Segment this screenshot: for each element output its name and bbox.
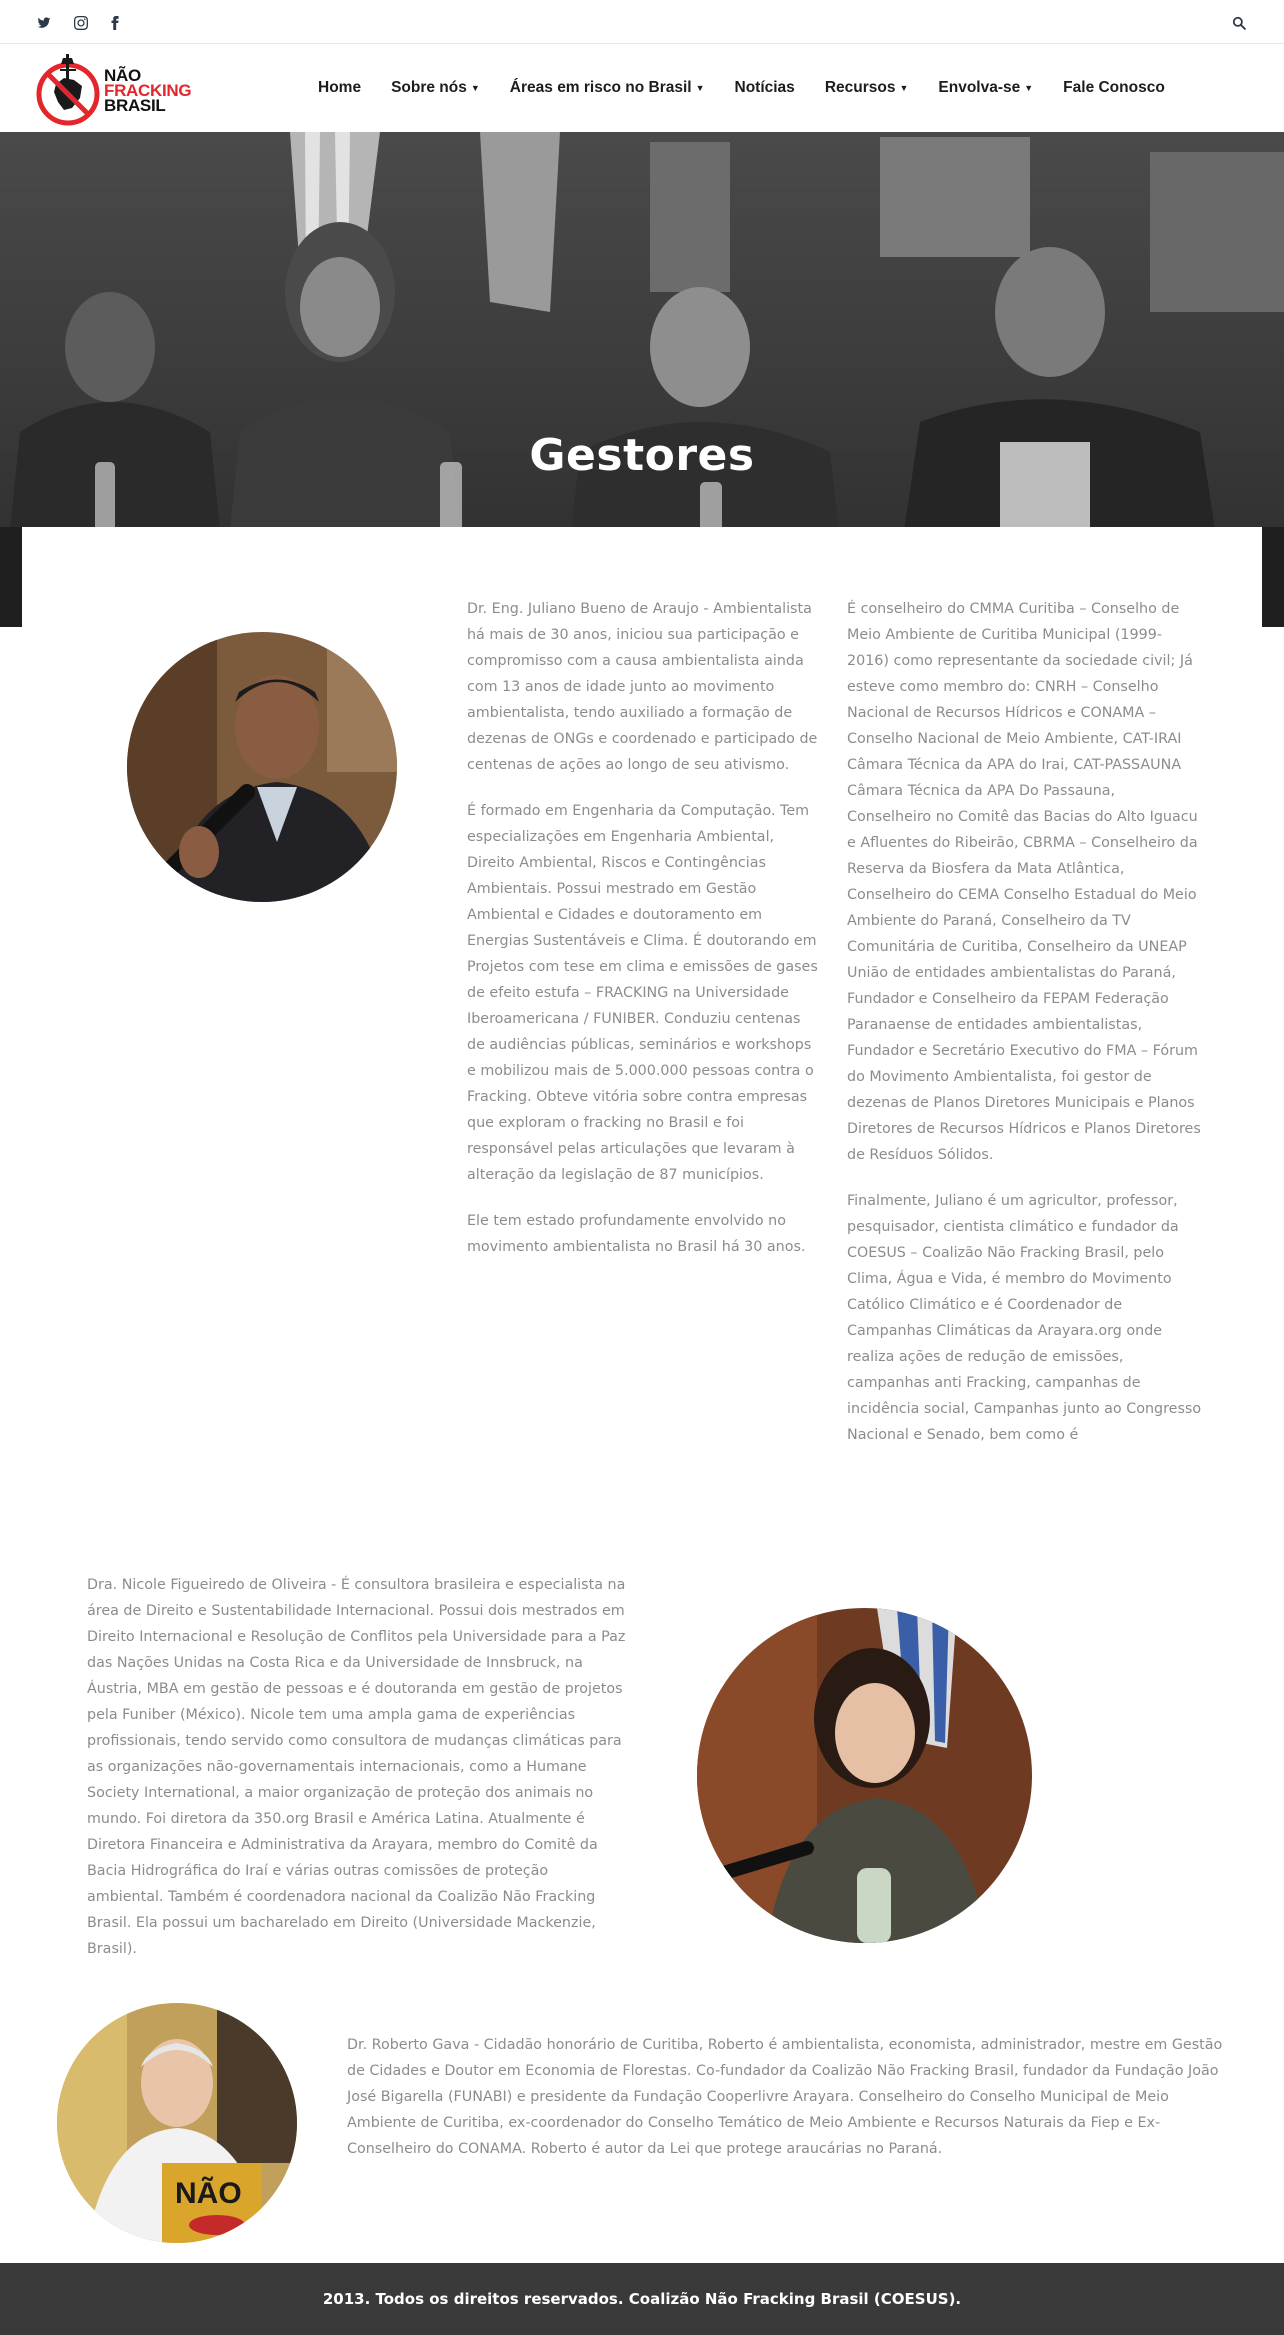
bio-paragraph: É formado em Engenharia da Computação. Tem especializações em Engenharia Ambiental, Direito Ambiental, Riscos e Contingências Ambientais. Possui mestrado em Gestão Ambiental e Cidades e doutoramento em Energias Sustentáveis e Clima. É doutorando em Projetos com tese em clima e emissões de gases de efeito estufa – FRACKING na Universidade Iberoamericana / FUNIBER. Conduziu centenas de audiências públicas, seminários e workshops e mobilizou mais de 5.000.000 pessoas contra o Fracking. Obteve vitória sobre contra empresas que exploram o fracking no Brasil e foi responsável pelas articulações que levaram à alteração da legislação de 87 municípios. (467, 803, 818, 1183)
facebook-icon[interactable] (104, 12, 126, 34)
sign-text: NÃO (175, 2177, 242, 2210)
chevron-down-icon: ▼ (470, 83, 480, 93)
nav-item-noticias[interactable]: Notícias (734, 79, 795, 96)
site-header (0, 44, 1284, 132)
juliano-bio-column-2 (847, 596, 1203, 1472)
bio-paragraph: Ele tem estado profundamente envolvido no movimento ambientalista no Brasil há 30 anos. (467, 1213, 806, 1255)
top-bar (0, 0, 1284, 44)
nav-item-sobre-nos[interactable]: Sobre nós ▼ (391, 79, 480, 96)
nicole-photo (697, 1608, 1032, 1943)
chevron-down-icon: ▼ (695, 83, 705, 93)
nicole-bio (87, 1572, 627, 1982)
nav-item-fale-conosco[interactable]: Fale Conosco (1063, 79, 1165, 96)
footer-copyright: 2013. Todos os direitos reservados. Coalizão Não Fracking Brasil (COESUS). (322, 2290, 962, 2308)
instagram-icon[interactable] (70, 12, 92, 34)
juliano-photo (127, 632, 397, 902)
roberto-bio (347, 2032, 1237, 2182)
logo-line-1: NÃO (104, 66, 141, 85)
nav-item-envolva-se[interactable]: Envolva-se ▼ (938, 79, 1034, 96)
logo-line-2: FRACKING (104, 81, 192, 100)
search-icon[interactable] (1228, 12, 1250, 34)
logo-line-3: BRASIL (104, 96, 166, 115)
bio-paragraph: Dr. Eng. Juliano Bueno de Araujo - Ambientalista há mais de 30 anos, iniciou sua participação e compromisso com a causa ambientalista ainda com 13 anos de idade junto ao movimento ambientalista, tendo auxiliado a formação de dezenas de ONGs e coordenado e participado de centenas de ações ao longo de seu ativismo. (467, 601, 818, 773)
chevron-down-icon: ▼ (899, 83, 909, 93)
bio-paragraph: Dr. Roberto Gava - Cidadão honorário de Curitiba, Roberto é ambientalista, economista, administrador, mestre em Gestão de Cidades e Doutor em Economia de Florestas. Co-fundador da Coalizão Não Fracking Brasil, fundador da Fundação João José Bigarella (FUNABI) e presidente da Fundação Cooperlivre Arayara. Conselheiro do Conselho Municipal de Meio Ambiente de Curitiba, ex-coordenador do Conselho Temático de Meio Ambiente e Recursos Naturais da Fiep e Ex-Conselheiro do CONAMA. Roberto é autor da Lei que protege araucárias no Paraná. (347, 2037, 1223, 2157)
bio-paragraph: Finalmente, Juliano é um agricultor, professor, pesquisador, cientista climático e fundador da COESUS – Coalizão Não Fracking Brasil, pelo Clima, Água e Vida, é membro do Movimento Católico Climático e é Coordenador de Campanhas Climáticas da Arayara.org onde realiza ações de redução de emissões, campanhas anti Fracking, campanhas de incidência social, Campanhas junto ao Congresso Nacional e Senado, bem como é (847, 1193, 1202, 1443)
chevron-down-icon: ▼ (1024, 83, 1034, 93)
site-logo[interactable] (36, 48, 196, 130)
bio-paragraph: Dra. Nicole Figueiredo de Oliveira - É consultora brasileira e especialista na área de Direito e Sustentabilidade Internacional. Possui dois mestrados em Direito Internacional e Resolução de Conflitos pela Universidade para a Paz das Nações Unidas na Costa Rica e da Universidade de Innsbruck, na Áustria, MBA em gestão de pessoas e é doutoranda em gestão de projetos pela Funiber (México). Nicole tem uma ampla gama de experiências profissionais, tendo servido como consultora de mudanças climáticas para as organizações não-governamentais internacionais, como a Humane Society International, a maior organização de proteção dos animais no mundo. Foi diretora da 350.org Brasil e América Latina. Atualmente é Diretora Financeira e Administrativa da Arayara, membro do Comitê da Bacia Hidrográfica do Iraí e várias outras comissões de proteção ambiental. Também é coordenadora nacional da Coalizão Não Fracking Brasil. Ela possui um bacharelado em Direito (Universidade Mackenzie, Brasil). (87, 1577, 626, 1957)
page-title: Gestores (529, 430, 755, 481)
site-footer (0, 2263, 1284, 2335)
nav-item-recursos[interactable]: Recursos ▼ (824, 79, 909, 96)
roberto-photo (57, 2003, 297, 2243)
nav-item-areas-em-risco[interactable]: Áreas em risco no Brasil ▼ (509, 79, 705, 96)
juliano-bio-column-1 (467, 596, 819, 1280)
nav-item-home[interactable]: Home (318, 79, 362, 96)
no-fracking-logo-icon (36, 48, 104, 130)
bio-paragraph: É conselheiro do CMMA Curitiba – Conselho de Meio Ambiente de Curitiba Municipal (1999-2016) como representante da sociedade civil; Já esteve como membro do: CNRH – Conselho Nacional de Recursos Hídricos e CONAMA – Conselho Nacional de Meio Ambiente, CAT-IRAI Câmara Técnica da APA do Irai, CAT-PASSAUNA Câmara Técnica da APA Do Passauna, Conselheiro no Comitê das Bacias do Alto Iguacu e Afluentes do Ribeirão, CBRMA – Conselheiro da Reserva da Biosfera da Mata Atlântica, Conselheiro do CEMA Conselho Estadual do Meio Ambiente do Paraná, Conselheiro da TV Comunitária de Curitiba, Conselheiro da UNEAP União de entidades ambientalistas do Paraná, Fundador e Conselheiro da FEPAM Federação Paranaense de entidades ambientalistas, Fundador e Secretário Executivo do FMA – Fórum do Movimento Ambientalista, foi gestor de dezenas de Planos Diretores Municipais e Planos Diretores de Recursos Hídricos e Planos Diretores de Resíduos Sólidos. (847, 601, 1201, 1163)
twitter-icon[interactable] (33, 12, 55, 34)
main-nav (318, 44, 1195, 132)
